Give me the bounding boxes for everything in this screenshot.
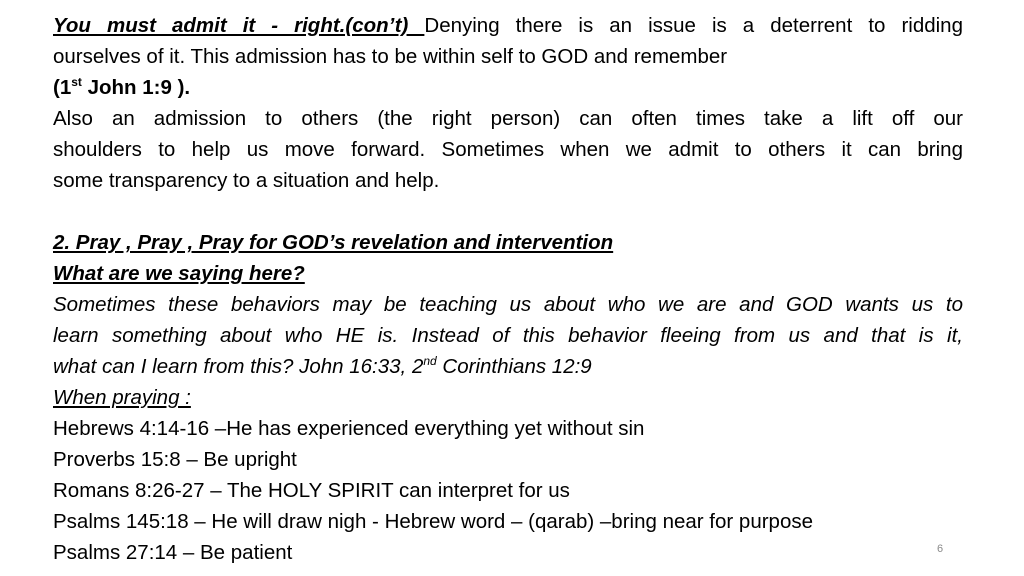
ref-open: (1 xyxy=(53,76,72,99)
scripture-reference-1-john xyxy=(53,72,963,103)
section-heading-admit: You must admit it - right.(con’t) xyxy=(53,14,425,37)
paragraph-1-line-2: ourselves of it. This admission has to be within self to GOD and remember xyxy=(53,45,728,68)
verse-line: Psalms 27:14 – Be patient xyxy=(53,541,293,564)
when-praying-label: When praying : xyxy=(53,386,191,409)
blank-line xyxy=(53,196,963,227)
line3-text-a: what can I learn from this? John 16:33, 2 xyxy=(53,355,424,378)
page-number: 6 xyxy=(937,543,944,555)
line3-text-b: Corinthians 12:9 xyxy=(436,355,592,378)
paragraph-2-line-1: Also an admission to others (the right person) can often times take a lift off our xyxy=(53,107,963,130)
section-2-line-3 xyxy=(53,351,963,382)
section-heading-pray: 2. Pray , Pray , Pray for GOD’s revelation and intervention xyxy=(53,231,614,254)
section-2-line-2: learn something about who HE is. Instead of this behavior fleeing from us and that is it, xyxy=(53,324,963,347)
paragraph-2-line-2: shoulders to help us move forward. Sometimes when we admit to others it can bring xyxy=(53,138,963,161)
slide-body xyxy=(53,10,963,568)
paragraph-2-line-3: some transparency to a situation and help. xyxy=(53,169,440,192)
verse-line: Proverbs 15:8 – Be upright xyxy=(53,448,297,471)
verse-line: Romans 8:26-27 – The HOLY SPIRIT can interpret for us xyxy=(53,479,570,502)
paragraph-1-line-1 xyxy=(53,10,963,41)
verse-line: Psalms 145:18 – He will draw nigh - Hebrew word – (qarab) –bring near for purpose xyxy=(53,510,814,533)
line3-superscript: nd xyxy=(423,354,437,369)
section-2-line-1: Sometimes these behaviors may be teaching us about who we are and GOD wants us to xyxy=(53,293,963,316)
paragraph-1-text-a: Denying there is an issue is a deterrent to ridding xyxy=(424,14,963,37)
subheading-question: What are we saying here? xyxy=(53,262,305,285)
verse-line: Hebrews 4:14-16 –He has experienced everything yet without sin xyxy=(53,417,645,440)
ref-superscript: st xyxy=(71,75,82,90)
ref-rest: John 1:9 ). xyxy=(81,76,191,99)
